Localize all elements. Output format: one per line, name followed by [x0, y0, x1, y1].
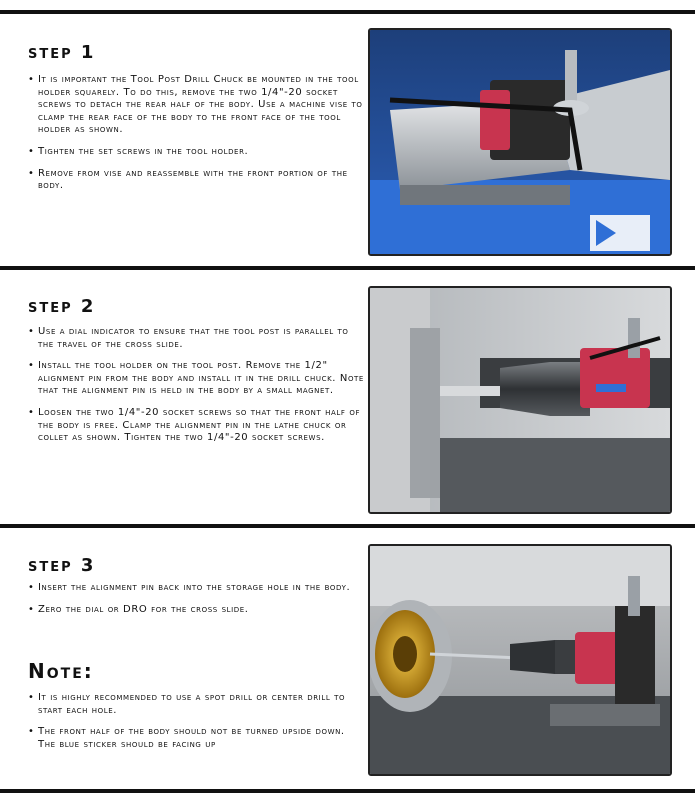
- step-1-heading: step 1: [28, 42, 96, 63]
- section-divider-2: [0, 524, 695, 528]
- step-3-heading: step 3: [28, 555, 96, 576]
- note-bullet-2: • The front half of the body should not be turned upside down. The blue sticker should be facing up: [28, 726, 366, 751]
- step-3-bullet-1: • Insert the alignment pin back into the storage hole in the body.: [28, 582, 366, 595]
- step-3-drilling-photo: [368, 544, 672, 776]
- note-bullets: [28, 692, 366, 760]
- step-3-bullet-2: • Zero the dial or DRO for the cross slide.: [28, 604, 366, 617]
- step-3-bullets: [28, 582, 366, 625]
- section-divider-1: [0, 266, 695, 270]
- step-2-bullet-1: • Use a dial indicator to ensure that the tool post is parallel to the travel of the cross slide.: [28, 326, 366, 351]
- note-heading: Note:: [28, 659, 94, 683]
- step-1-bullets: [28, 74, 366, 202]
- step-2-lathe-photo: [368, 286, 672, 514]
- note-bullet-1: • It is highly recommended to use a spot drill or center drill to start each hole.: [28, 692, 366, 717]
- step-1-vise-photo: [368, 28, 672, 256]
- step-2-bullet-3: • Loosen the two 1/4"-20 socket screws so that the front half of the body is free. Clamp the alignment pin in the lathe chuck or collet as shown. Tighten the two 1/4"-20 socket screws.: [28, 407, 366, 445]
- step-2-bullet-2: • Install the tool holder on the tool post. Remove the 1/2" alignment pin from the body and install it in the drill chuck. Note that the alignment pin is held in the body by a small magnet.: [28, 360, 366, 398]
- step-1-section: [0, 0, 695, 266]
- bottom-rule: [0, 789, 695, 793]
- step-1-bullet-2: • Tighten the set screws in the tool holder.: [28, 146, 366, 159]
- step-2-bullets: [28, 326, 366, 454]
- step-2-heading: step 2: [28, 296, 96, 317]
- step-1-bullet-3: • Remove from vise and reassemble with the front portion of the body.: [28, 168, 366, 193]
- step-1-bullet-1: • It is important the Tool Post Drill Chuck be mounted in the tool holder squarely. To do this, remove the two 1/4"-20 socket screws to detach the rear half of the body. Use a machine vise to clamp the rear face of the body to the front face of the tool holder as shown.: [28, 74, 366, 137]
